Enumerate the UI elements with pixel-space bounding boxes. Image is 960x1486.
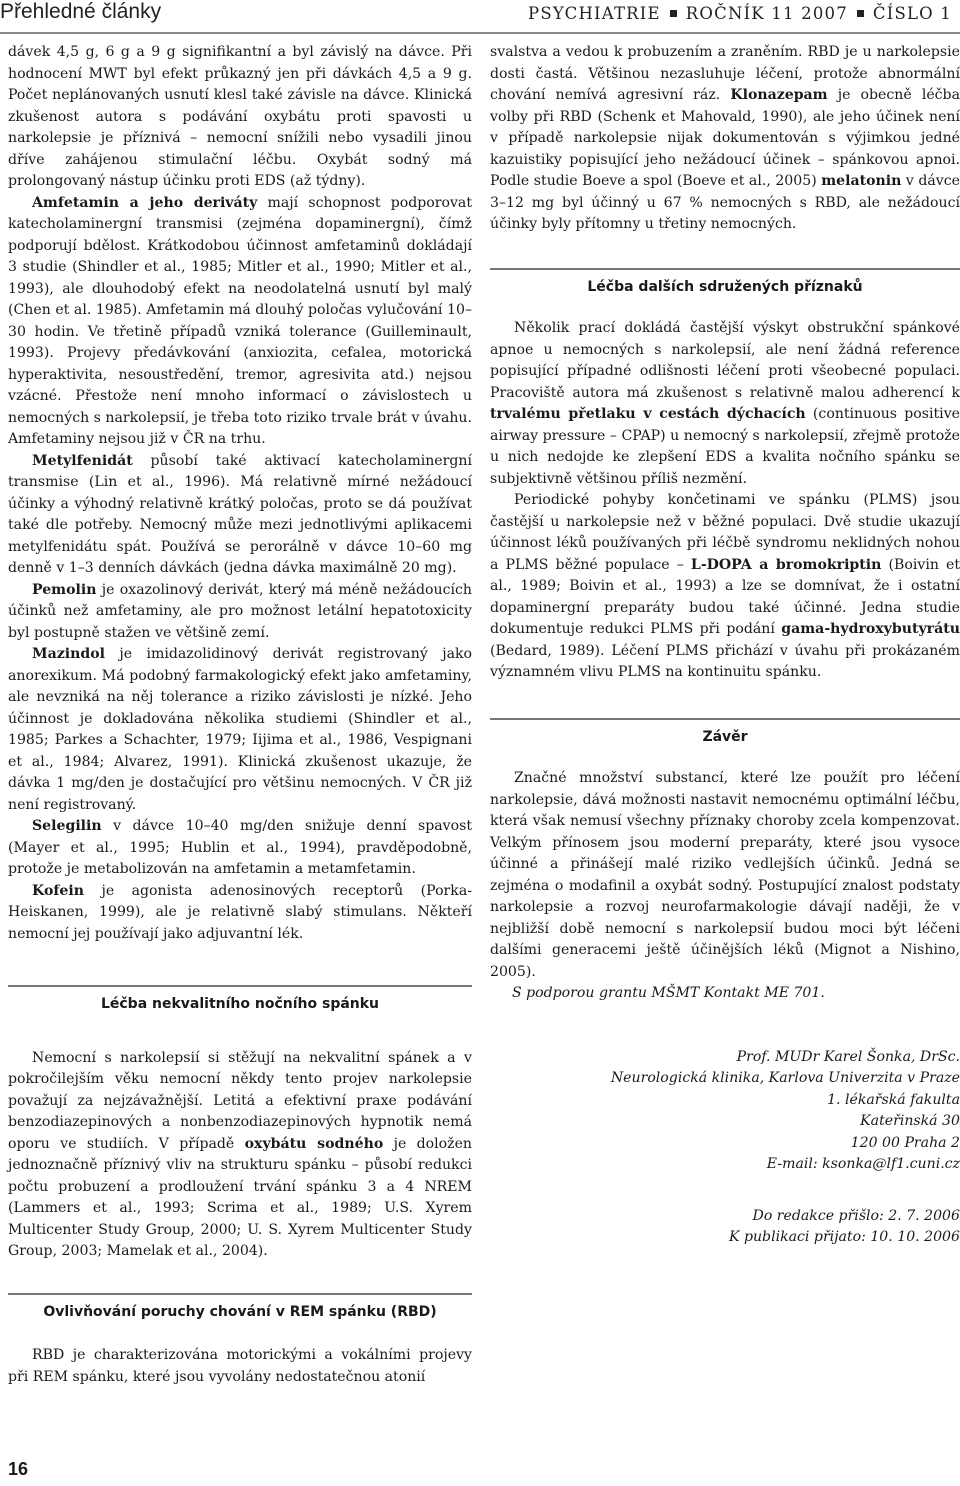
right-column xyxy=(490,42,960,1249)
section-heading: Léčba nekvalitního nočního spánku xyxy=(100,996,380,1012)
drug-name: Klonazepam xyxy=(730,87,828,103)
paragraph: svalstva a vedou k probuzením a zraněním. RBD je u narkolepsie dosti častá. Většinou nezasluhuje léčení, protože abnormální chování nemívá agresivní ráz. Klonazepam je obecně léčba volby při RBD (Schenk et Mahovald, 1990), ale jeho účinek není v případě narkolepsie nijak dokumentován s výjimkou jedné kazuistiky popisující jeho nežádoucí účinek – spánkovou apnoi. Podle studie Boeve a spol (Boeve et al., 2005) melatonin v dávce 3–12 mg byl účinný u 67 % nemocných s RBD, ale nežádoucí účinky byly přítomny u třetiny nemocných. xyxy=(490,44,960,232)
affiliation: 1. lékařská fakulta xyxy=(827,1091,960,1108)
drug-name: gama-hydroxybutyrátu xyxy=(781,621,960,637)
page-number: 16 xyxy=(8,1459,29,1479)
grant-acknowledgement: S podporou grantu MŠMT Kontakt ME 701. xyxy=(512,985,825,1001)
drug-name: Metylfenidát xyxy=(32,452,133,469)
journal-running-head xyxy=(528,4,952,23)
author-name: Prof. MUDr Karel Šonka, DrSc. xyxy=(736,1048,960,1065)
journal-name: PSYCHIATRIE xyxy=(528,4,661,23)
paragraph: Metylfenidát působí také aktivací katecholaminergní transmise (Lin et al., 1996). Má relativně mírné nežádoucí účinky a výhodný relativně krátký poločas, proto se dá používat také dle potřeby. Nemocný může mezi jednotlivými aplikacemi metylfenidátu spát. Používá se perorálně v dávce 10–60 mg denně v 1–3 denních dávkách (jedna dávka maximálně 20 mg). xyxy=(8,452,472,576)
paragraph: Několik prací dokládá častější výskyt obstrukční spánkové apnoe u nemocných s narkolepsií, ale není žádná reference popisující případné odlišnosti léčení proti všeobecné populaci. Pracoviště autora má zkušenost s relativně malou adherencí k trvalému přetlaku v cestách dýchacích (continuous positive airway pressure – CPAP) u nemocný s narkolepsií, zřejmě protože u nich nedojde ke zlepšení EDS a kvalita nočního spánku se subjektivně většinou příliš nezmění. xyxy=(490,320,960,487)
drug-name: Mazindol xyxy=(32,646,105,662)
accepted-date: K publikaci přijato: 10. 10. 2006 xyxy=(728,1229,960,1245)
paragraph: dávek 4,5 g, 6 g a 9 g signifikantní a byl závislý na dávce. Při hodnocení MWT byl efekt průkazný jen při dávkách 4,5 a 9 g. Počet neplánovaných usnutí klesl také závisle na dávce. Klinická zkušenost autora s podávání oxybátu proti spavosti u narkolepsie je příznivá – nemocní snížili nebo vysadili jinou dříve zahájenou stimulační léčbu. Oxybát sodný má prolongovaný nástup účinku proti EDS (až týdny). xyxy=(8,44,472,189)
separator-square-icon xyxy=(670,10,677,17)
received-date: Do redakce přišlo: 2. 7. 2006 xyxy=(752,1207,960,1224)
left-column xyxy=(8,42,472,1388)
section-heading: Závěr xyxy=(702,728,748,745)
section-rule xyxy=(490,718,960,720)
section-title: Přehledné články xyxy=(0,0,162,23)
address-line: 120 00 Praha 2 xyxy=(850,1134,960,1151)
drug-name: Selegilin xyxy=(32,818,102,834)
paragraph: Mazindol je imidazolidinový derivát registrovaný jako anorexikum. Má podobný farmakologický efekt jako amfetaminy, ale nevzniká na něj tolerance a riziko závislosti je nízké. Jeho účinnost je dokladována několika studiemi (Shindler et al., 1985; Parkes a Schachter, 1979; Iijima et al., 1986, Vespignani et al., 1984; Alvarez, 1991). Klinická zkušenost ukazuje, že dávka 1 mg/den je dostačující pro většinu nemocných. V ČR již není registrovaný. xyxy=(8,646,472,813)
drug-name: oxybátu sodného xyxy=(244,1135,384,1152)
paragraph: Pemolin je oxazolinový derivát, který má méně nežádoucích účinků než amfetaminy, ale pro možnost letální hepatotoxicity byl postupně stažen ve většině zemí. xyxy=(8,581,472,641)
drug-name: melatonin xyxy=(821,173,902,189)
paragraph: Selegilin v dávce 10–40 mg/den snižuje denní spavost (Mayer et al., 1995; Hublin et al., 1994), pravděpodobně, protože je metabolizován na amfetamin a metamfetamin. xyxy=(8,818,472,877)
email-address: E-mail: ksonka@lf1.cuni.cz xyxy=(766,1156,960,1172)
section-heading: Ovlivňování poruchy chování v REM spánku (RBD) xyxy=(43,1303,437,1320)
paragraph: Kofein je agonista adenosinových receptorů (Porka-Heiskanen, 1999), ale je relativně slabý stimulans. Někteří nemocní jej používají jako adjuvantní lék. xyxy=(8,882,472,942)
drug-name: L-DOPA a bromokriptin xyxy=(690,556,882,573)
section-rule xyxy=(490,268,960,270)
drug-name: Pemolin xyxy=(32,581,97,598)
address-line: Kateřinská 30 xyxy=(860,1113,960,1129)
paragraph: Amfetamin a jeho deriváty mají schopnost podporovat katecholaminergní transmisi (zejména dopaminergní), čímž podporují bdělost. Krátkodobou účinnost amfetaminů dokládají 3 studie (Shindler et al., 1985; Mitler et al., 1990; Mitler et al., 1993), ale dlouhodobý efekt na neodolatelná usnutí byl malý (Chen et al. 1985). Amfetamin má dlouhý poločas vylučování 10–30 hodin. Ve třetině případů vzniká tolerance (Guilleminault, 1993). Projevy předávkování (anxiozita, cefalea, motorická hyperaktivita, nesoustředění, tremor, agresivita atd.) nejsou vzácné. Přestože není mnoho informací o závislostech u nemocných s narkolepsií, je třeba toto riziko trvale brát v úvahu. Amfetaminy nejsou již v ČR na trhu. xyxy=(8,194,472,447)
affiliation: Neurologická klinika, Karlova Univerzita v Praze xyxy=(610,1070,960,1086)
author-block xyxy=(490,1047,960,1176)
section-rule xyxy=(8,1293,472,1295)
paragraph: Značné množství substancí, které lze použít pro léčení narkolepsie, dává možnosti nastavit nemocnému optimální léčbu, která však nemusí všechny příznaky choroby zcela kompenzovat. Velkým přínosem jsou moderní preparáty, které jsou vysoce účinné a přinášejí malé riziko vedlejších účinků. Jedná se zejména o modafinil a oxybát sodný. Postupující znalost podstaty narkolepsie a rozvoj neurofarmakologie dávají naději, že v nejbližší době nemocní s narkolepsií budou moci být léčeni dalšími generacemi ještě účinějších léků (Mignot a Nishino, 2005). xyxy=(490,770,960,980)
paragraph: Nemocní s narkolepsií si stěžují na nekvalitní spánek a v pokročilejším věku nemocní někdy tento projev narkolepsie považují za nejzávažnější. Letitá a efektivní praxe podávání benzodiazepinových a nonbenzodiazepinových hypnotik nemá oporu ve studiích. V případě oxybátu sodného je doložen jednoznačně příznivý vliv na strukturu spánku – působí redukci počtu probuzení a prodloužení trvání spánku 3 a 4 NREM (Lammers et al., 1993; Scrima et al., 1989; U.S. Xyrem Multicenter Study Group, 2000; U. S. Xyrem Multicenter Study Group, 2003; Mamelak et al., 2004). xyxy=(8,1049,473,1259)
header-rule xyxy=(0,32,960,34)
separator-square-icon xyxy=(857,10,864,17)
section-heading: Léčba dalších sdružených příznaků xyxy=(587,278,863,295)
drug-name: Amfetamin a jeho deriváty xyxy=(32,194,258,211)
section-rule xyxy=(8,985,472,987)
paragraph: RBD je charakterizována motorickými a vokálními projevy při REM spánku, které jsou vyvolány nedostatečnou atonií xyxy=(8,1347,472,1385)
publication-dates xyxy=(490,1206,960,1249)
journal-issue: ČÍSLO 1 xyxy=(872,4,952,23)
therapy-name: trvalému přetlaku v cestách dýchacích xyxy=(490,406,806,422)
journal-volume: ROČNÍK 11 xyxy=(685,4,795,23)
journal-year: 2007 xyxy=(801,4,848,23)
paragraph: Periodické pohyby končetinami ve spánku (PLMS) jsou častější u narkolepsie než v běžné populaci. Dvě studie ukazují účinnost léků používaných při léčbě syndromu neklidných nohou a PLMS běžné populace – L-DOPA a bromokriptin (Boivin et al., 1989; Boivin et al., 1993) a lze se domnívat, že i ostatní dopaminergní preparáty budou také účinné. Jedna studie dokumentuje redukci PLMS při podání gama-hydroxybutyrátu (Bedard, 1989). Léčení PLMS přichází v úvahu při prokázaném významném vlivu PLMS na kontinuitu spánku. xyxy=(490,492,960,680)
drug-name: Kofein xyxy=(32,882,84,899)
